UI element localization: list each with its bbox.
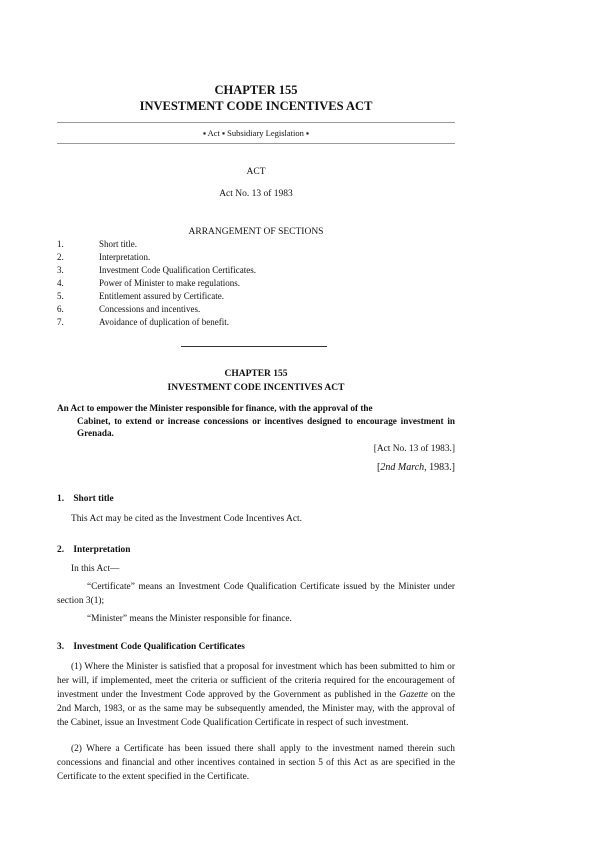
bottom-divider: [57, 143, 455, 144]
arrangement-item-number: 2.: [57, 252, 64, 262]
arrangement-item-number: 5.: [57, 291, 64, 301]
arrangement-item-number: 7.: [57, 317, 64, 327]
act-number: Act No. 13 of 1983: [219, 189, 293, 199]
chapter-heading: CHAPTER 155: [214, 83, 298, 97]
section-nav-links[interactable]: ▪ Act ▪ Subsidiary Legislation ▪: [202, 128, 310, 138]
section-2-heading: [57, 545, 130, 555]
body-act-title: INVESTMENT CODE INCENTIVES ACT: [167, 383, 345, 393]
section-number: 1.: [57, 494, 65, 504]
arrangement-item-label: Avoidance of duplication of benefit.: [99, 317, 230, 327]
section-number: 3.: [57, 642, 65, 652]
section-2-intro: In this Act—: [71, 564, 120, 574]
arrangement-item-label: Investment Code Qualification Certificates.: [99, 265, 256, 275]
section-1-text: This Act may be cited as the Investment Code Incentives Act.: [71, 514, 302, 524]
definition-minister: “Minister” means the Minister responsible for finance.: [87, 614, 292, 624]
act-label: ACT: [246, 167, 266, 177]
act-reference: [Act No. 13 of 1983.]: [373, 444, 455, 454]
date-italic: 2nd March: [380, 462, 425, 473]
long-title-rest: Cabinet, to extend or increase concessions or incentives designed to encourage investment in Grenada.: [77, 415, 455, 438]
section-1-heading: [57, 494, 114, 504]
arrangement-item-number: 6.: [57, 304, 64, 314]
arrangement-item-label: Interpretation.: [99, 252, 151, 262]
subsection-1-text-b: on the 2nd March, 1983, or as the same may be subsequently amended, the Minister may, with the approval of the Cabinet, issue an Investment Code Qualification Certificate in respect of such investment.: [57, 690, 455, 728]
commencement-date: [57, 462, 455, 473]
date-bracket: [: [377, 462, 381, 473]
section-3-heading: [57, 642, 245, 652]
arrangement-item-number: 4.: [57, 278, 64, 288]
long-title: [57, 402, 455, 440]
arrangement-item-label: Short title.: [99, 239, 137, 249]
definition-certificate: “Certificate” means an Investment Code Qualification Certificate issued by the Minister under section 3(1);: [57, 582, 455, 606]
arrangement-item-number: 3.: [57, 265, 64, 275]
arrangement-item-label: Entitlement assured by Certificate.: [99, 291, 224, 301]
gazette-italic: Gazette: [399, 690, 428, 700]
subsection-1-text-a: (1) Where the Minister is satisfied that a proposal for investment which has been submitted to him or her will, if implemented, meet the criteria or sufficient of the criteria required for the encouragement of investment under the Investment Code approved by the Government as published in the: [57, 662, 455, 700]
arrangement-item-label: Concessions and incentives.: [99, 304, 201, 314]
section-number: 2.: [57, 545, 65, 555]
arrangement-item-number: 1.: [57, 239, 64, 249]
date-rest: , 1983.]: [424, 462, 455, 473]
section-3-subsection-2: (2) Where a Certificate has been issued there shall apply to the investment named therein such concessions and financial and other incentives contained in section 5 of this Act as are specified in the Certificate to the extent specified in the Certificate.: [57, 744, 455, 782]
section-divider: [181, 346, 327, 347]
section-title: Investment Code Qualification Certificates: [73, 642, 245, 652]
arrangement-item-label: Power of Minister to make regulations.: [99, 278, 240, 288]
section-title: Interpretation: [73, 545, 131, 555]
body-chapter-heading: CHAPTER 155: [224, 369, 288, 379]
act-title-heading: INVESTMENT CODE INCENTIVES ACT: [139, 99, 373, 113]
section-3-subsection-1: [57, 660, 455, 730]
arrangement-heading: ARRANGEMENT OF SECTIONS: [188, 227, 324, 237]
top-divider: [57, 122, 455, 123]
long-title-line1: An Act to empower the Minister responsible for finance, with the approval of the: [57, 403, 373, 413]
section-title: Short title: [73, 494, 114, 504]
